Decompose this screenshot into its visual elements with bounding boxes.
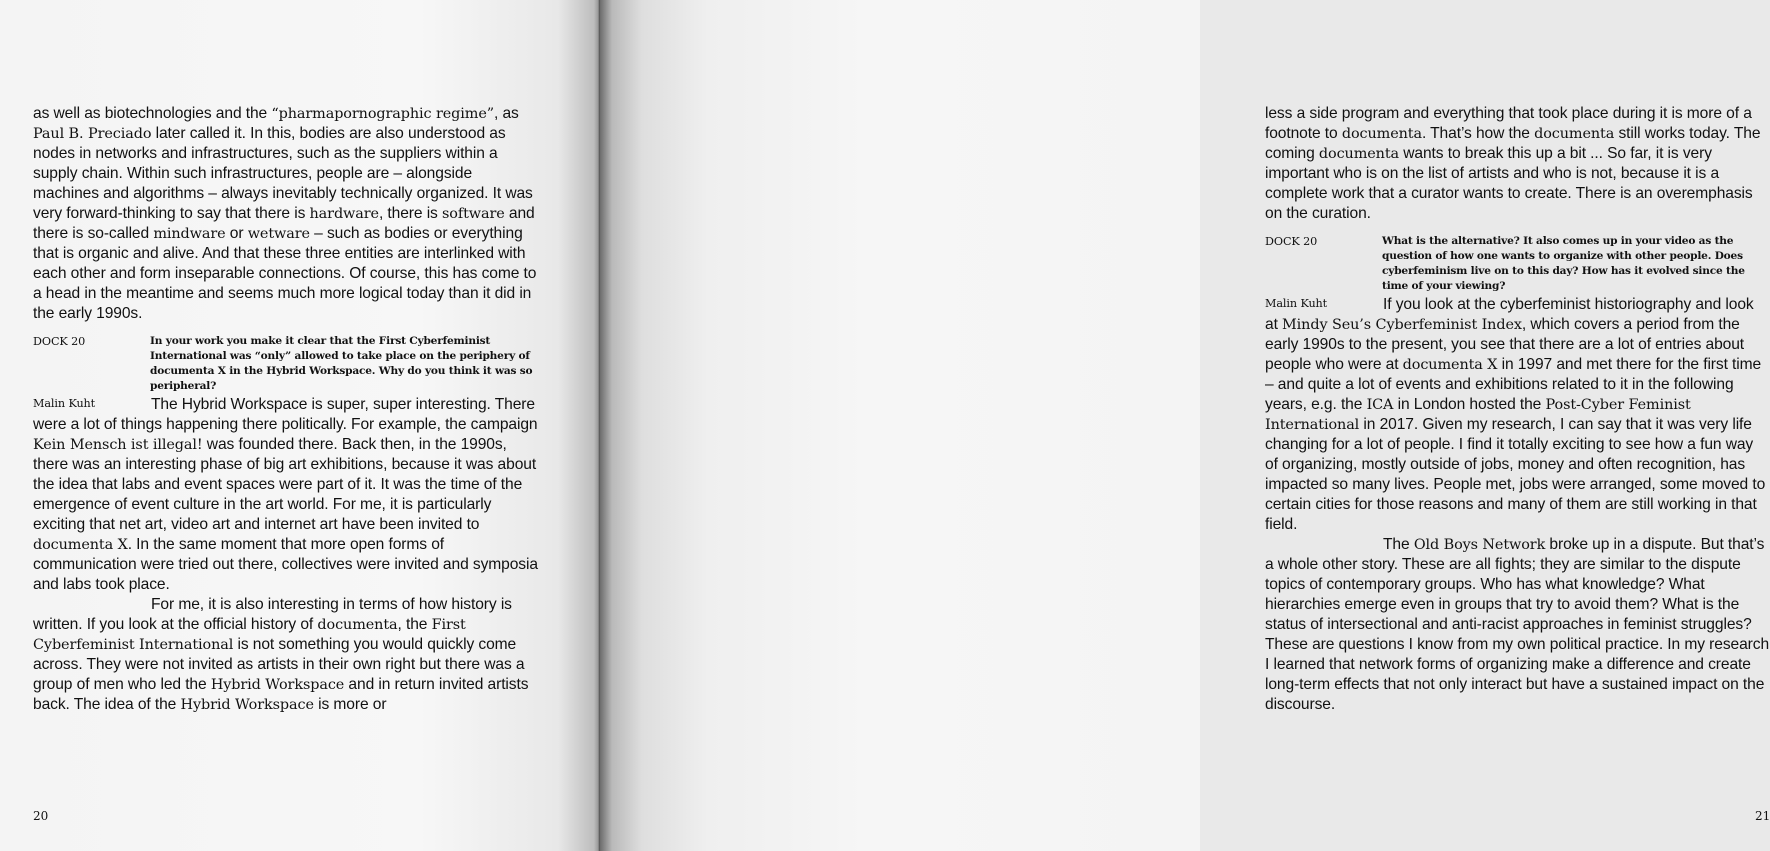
left-interview-answer xyxy=(33,395,538,715)
serif-term: Hybrid Workspace xyxy=(210,677,345,693)
serif-term: documenta X xyxy=(1402,357,1498,373)
serif-term: Hybrid Workspace xyxy=(180,697,314,713)
right-interview-question xyxy=(1265,234,1770,294)
question-text: What is the alternative? It also comes up in your video as the question of how one wants to organize with other people. Does cyberfeminism live on to this day? How has it evolved since the time of your viewing? xyxy=(1382,235,1745,292)
question-text: In your work you make it clear that the First Cyberfeminist International was “only” allowed to take place on the periphery of documenta X in the Hybrid Workspace. Why do you think it was so peripheral? xyxy=(150,335,533,392)
serif-term: documenta xyxy=(317,617,398,633)
answer-paragraph-2: The Old Boys Network broke up in a dispute. But that’s a whole other story. These are all fights; they are similar to the dispute topics of contemporary groups. Who has what knowledge? What hierarchies emerge even in groups that try to avoid them? What is the status of intersectional and anti-racist approaches in feminist struggles? These are questions I know from my own political practice. In my research I learned that network forms of organizing make a difference and create long-term effects that not only interact but have a sustained impact on the discourse. xyxy=(1265,536,1770,713)
question-speaker: DOCK 20 xyxy=(33,335,86,348)
serif-term: Mindy Seu’s Cyberfeminist Index xyxy=(1282,317,1522,333)
right-paragraph-1: less a side program and everything that took place during it is more of a footnote to documenta. That’s how the documenta still works today. The coming documenta wants to break this up a bit ... So far, it is very important who is on the list of artists and who is not, because it is a complete work that a curator wants to create. There is an overemphasis on the curation. xyxy=(1265,105,1761,222)
serif-term: Old Boys Network xyxy=(1413,537,1546,553)
left-interview-question xyxy=(33,334,538,394)
serif-term: documenta xyxy=(1318,146,1400,162)
serif-term: “pharmapornographic regime” xyxy=(271,106,494,122)
serif-term: software xyxy=(442,206,505,222)
answer-paragraph-1: The Hybrid Workspace is super, super interesting. There were a lot of things happening there politically. For example, the campaign Kein Mensch ist illegal! was founded there. Back then, in the 1990s, there was an interesting phase of big art exhibitions, because it was about the idea that labs and event spaces were part of it. It was the time of the emergence of event culture in the art world. For me, it is particularly exciting that net art, video art and internet art have been invited to documenta X. In the same moment that more open forms of communication were tried out there, collectives were invited and symposia and labs took place. xyxy=(33,396,538,593)
answer-paragraph-1: If you look at the cyberfeminist historiography and look at Mindy Seu’s Cyberfeminist Index, which covers a period from the early 1990s to the present, you see that there are a lot of entries about people who were at documenta X in 1997 and met there for the first time – and quite a lot of events and exhibitions related to it in the following years, e.g. the ICA in London hosted the Post-Cyber Feminist International in 2017. Given my research, I can say that it was very life changing for a lot of people. I find it totally exciting to see how a fun way of organizing, mostly outside of jobs, money and often recognition, has impacted so many lives. People met, jobs were arranged, some moved to certain cities for those reasons and many of them are still working in that field. xyxy=(1265,296,1766,533)
right-interview-answer xyxy=(1265,295,1770,715)
left-paragraph-1: as well as biotechnologies and the “pharmapornographic regime”, as Paul B. Preciado later called it. In this, bodies are also understood as nodes in networks and infrastructures, such as the suppliers within a supply chain. Within such infrastructures, people are – alongside machines and algorithms – always inevitably technically organized. It was very forward-thinking to say that there is hardware, there is software and there is so-called mindware or wetware – such as bodies or everything that is organic and alive. And that these three entities are interlinked with each other and form inseparable connections. Of course, this has come to a head in the meantime and seems much more logical today than it did in the early 1990s. xyxy=(33,105,537,322)
serif-term: wetware xyxy=(247,226,310,242)
answer-paragraph-2: For me, it is also interesting in terms of how history is written. If you look at the official history of documenta, the First Cyberfeminist International is not something you would quickly come across. They were not invited as artists in their own right but there was a group of men who led the Hybrid Workspace and in return invited artists back. The idea of the Hybrid Workspace is more or xyxy=(33,596,529,713)
serif-term: hardware xyxy=(309,206,379,222)
right-text-column xyxy=(1265,104,1770,715)
page-number-left: 20 xyxy=(33,809,49,823)
serif-term: ICA xyxy=(1366,397,1394,413)
serif-term: First Cyberfeminist International xyxy=(33,617,466,653)
question-speaker: DOCK 20 xyxy=(1265,235,1318,248)
answer-speaker: Malin Kuht xyxy=(33,397,96,410)
serif-term: Post-Cyber Feminist International xyxy=(1265,397,1691,433)
serif-term: documenta X xyxy=(33,537,128,553)
serif-term: Paul B. Preciado xyxy=(33,126,152,142)
left-page xyxy=(0,0,600,851)
serif-term: documenta xyxy=(1534,126,1615,142)
left-text-column xyxy=(33,104,538,715)
serif-term: Kein Mensch ist illegal! xyxy=(33,437,203,453)
serif-term: mindware xyxy=(153,226,226,242)
right-page xyxy=(600,0,1770,851)
page-number-right: 21 xyxy=(1755,809,1770,823)
answer-speaker: Malin Kuht xyxy=(1265,297,1328,310)
serif-term: documenta xyxy=(1341,126,1422,142)
